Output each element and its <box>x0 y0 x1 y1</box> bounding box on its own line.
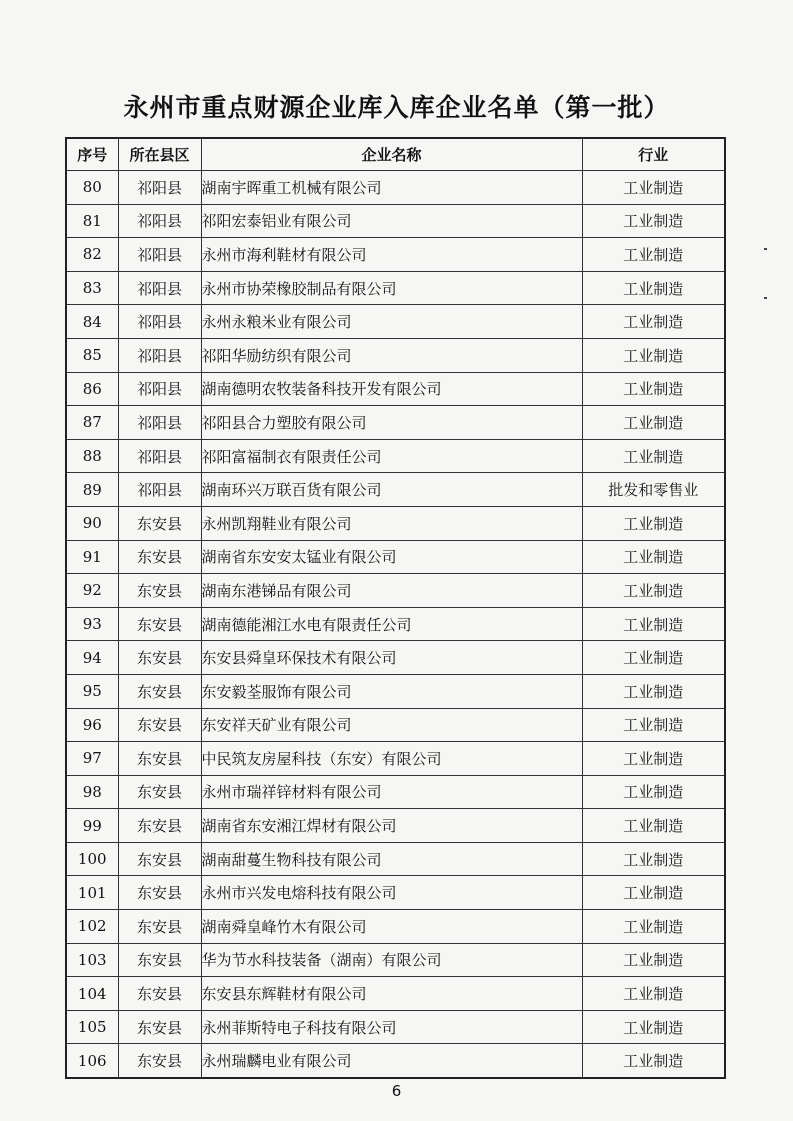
cell-serial-number: 81 <box>66 204 118 238</box>
cell-serial-number: 105 <box>66 1010 118 1044</box>
cell-industry: 工业制造 <box>582 674 725 708</box>
cell-industry: 工业制造 <box>582 506 725 540</box>
table-row <box>66 607 725 641</box>
cell-county: 东安县 <box>118 910 201 944</box>
cell-industry: 工业制造 <box>582 271 725 305</box>
cell-county: 东安县 <box>118 1010 201 1044</box>
cell-serial-number: 96 <box>66 708 118 742</box>
cell-company-name: 湖南省东安安太锰业有限公司 <box>201 540 582 574</box>
cell-company-name: 中民筑友房屋科技（东安）有限公司 <box>201 742 582 776</box>
cell-industry: 工业制造 <box>582 607 725 641</box>
cell-serial-number: 80 <box>66 171 118 205</box>
cell-county: 东安县 <box>118 943 201 977</box>
table-row <box>66 439 725 473</box>
cell-serial-number: 97 <box>66 742 118 776</box>
table-row <box>66 271 725 305</box>
cell-industry: 工业制造 <box>582 842 725 876</box>
cell-county: 东安县 <box>118 775 201 809</box>
table-row <box>66 641 725 675</box>
table-row <box>66 1010 725 1044</box>
cell-county: 东安县 <box>118 641 201 675</box>
cell-company-name: 湖南宇晖重工机械有限公司 <box>201 171 582 205</box>
cell-serial-number: 83 <box>66 271 118 305</box>
cell-serial-number: 104 <box>66 977 118 1011</box>
cell-industry: 工业制造 <box>582 910 725 944</box>
scan-speck <box>764 248 767 250</box>
cell-industry: 工业制造 <box>582 238 725 272</box>
cell-company-name: 永州市兴发电熔科技有限公司 <box>201 876 582 910</box>
scan-speck <box>764 297 767 299</box>
cell-company-name: 祁阳富福制衣有限责任公司 <box>201 439 582 473</box>
cell-industry: 工业制造 <box>582 809 725 843</box>
cell-industry: 工业制造 <box>582 977 725 1011</box>
header-serial-number: 序号 <box>66 138 118 171</box>
cell-county: 东安县 <box>118 708 201 742</box>
table-row <box>66 809 725 843</box>
cell-industry: 批发和零售业 <box>582 473 725 507</box>
cell-county: 东安县 <box>118 742 201 776</box>
cell-industry: 工业制造 <box>582 406 725 440</box>
cell-company-name: 东安县东辉鞋材有限公司 <box>201 977 582 1011</box>
cell-industry: 工业制造 <box>582 540 725 574</box>
cell-county: 东安县 <box>118 506 201 540</box>
cell-company-name: 东安祥天矿业有限公司 <box>201 708 582 742</box>
table-row <box>66 775 725 809</box>
table-row <box>66 842 725 876</box>
cell-county: 东安县 <box>118 977 201 1011</box>
cell-company-name: 湖南舜皇峰竹木有限公司 <box>201 910 582 944</box>
cell-industry: 工业制造 <box>582 338 725 372</box>
cell-county: 东安县 <box>118 574 201 608</box>
cell-serial-number: 95 <box>66 674 118 708</box>
table-row <box>66 171 725 205</box>
table-header-row <box>66 138 725 171</box>
cell-county: 祁阳县 <box>118 238 201 272</box>
cell-serial-number: 101 <box>66 876 118 910</box>
cell-company-name: 华为节水科技装备（湖南）有限公司 <box>201 943 582 977</box>
cell-company-name: 湖南省东安湘江焊材有限公司 <box>201 809 582 843</box>
cell-county: 祁阳县 <box>118 271 201 305</box>
cell-serial-number: 90 <box>66 506 118 540</box>
cell-industry: 工业制造 <box>582 439 725 473</box>
table-row <box>66 910 725 944</box>
cell-company-name: 祁阳县合力塑胶有限公司 <box>201 406 582 440</box>
cell-serial-number: 99 <box>66 809 118 843</box>
table-row <box>66 338 725 372</box>
table-row <box>66 305 725 339</box>
cell-county: 东安县 <box>118 607 201 641</box>
enterprise-table <box>65 137 726 1079</box>
table-row <box>66 708 725 742</box>
cell-county: 祁阳县 <box>118 171 201 205</box>
cell-serial-number: 84 <box>66 305 118 339</box>
cell-county: 祁阳县 <box>118 372 201 406</box>
cell-county: 东安县 <box>118 540 201 574</box>
cell-industry: 工业制造 <box>582 641 725 675</box>
table-row <box>66 372 725 406</box>
table-row <box>66 238 725 272</box>
cell-serial-number: 98 <box>66 775 118 809</box>
cell-serial-number: 89 <box>66 473 118 507</box>
cell-company-name: 祁阳华励纺织有限公司 <box>201 338 582 372</box>
cell-company-name: 祁阳宏泰铝业有限公司 <box>201 204 582 238</box>
cell-county: 东安县 <box>118 876 201 910</box>
table-row <box>66 204 725 238</box>
cell-company-name: 东安县舜皇环保技术有限公司 <box>201 641 582 675</box>
cell-industry: 工业制造 <box>582 204 725 238</box>
page-number: 6 <box>391 1082 402 1100</box>
cell-county: 东安县 <box>118 809 201 843</box>
header-industry: 行业 <box>582 138 725 171</box>
header-county: 所在县区 <box>118 138 201 171</box>
table-row <box>66 540 725 574</box>
table-row <box>66 506 725 540</box>
table-row <box>66 574 725 608</box>
cell-industry: 工业制造 <box>582 1010 725 1044</box>
cell-serial-number: 92 <box>66 574 118 608</box>
cell-serial-number: 94 <box>66 641 118 675</box>
cell-county: 东安县 <box>118 674 201 708</box>
table-row <box>66 943 725 977</box>
cell-industry: 工业制造 <box>582 775 725 809</box>
cell-industry: 工业制造 <box>582 305 725 339</box>
table-row <box>66 876 725 910</box>
cell-county: 祁阳县 <box>118 204 201 238</box>
cell-industry: 工业制造 <box>582 742 725 776</box>
cell-serial-number: 87 <box>66 406 118 440</box>
cell-company-name: 永州凯翔鞋业有限公司 <box>201 506 582 540</box>
cell-serial-number: 85 <box>66 338 118 372</box>
cell-county: 祁阳县 <box>118 338 201 372</box>
cell-company-name: 湖南德明农牧装备科技开发有限公司 <box>201 372 582 406</box>
cell-serial-number: 82 <box>66 238 118 272</box>
cell-serial-number: 91 <box>66 540 118 574</box>
cell-serial-number: 86 <box>66 372 118 406</box>
cell-county: 祁阳县 <box>118 406 201 440</box>
cell-industry: 工业制造 <box>582 171 725 205</box>
cell-company-name: 永州市协荣橡胶制品有限公司 <box>201 271 582 305</box>
cell-company-name: 东安毅荃服饰有限公司 <box>201 674 582 708</box>
cell-industry: 工业制造 <box>582 943 725 977</box>
cell-county: 东安县 <box>118 1044 201 1078</box>
cell-serial-number: 103 <box>66 943 118 977</box>
cell-serial-number: 100 <box>66 842 118 876</box>
header-company-name: 企业名称 <box>201 138 582 171</box>
cell-company-name: 湖南东港锑品有限公司 <box>201 574 582 608</box>
cell-county: 祁阳县 <box>118 473 201 507</box>
cell-industry: 工业制造 <box>582 1044 725 1078</box>
table-row <box>66 1044 725 1078</box>
cell-serial-number: 93 <box>66 607 118 641</box>
cell-company-name: 永州菲斯特电子科技有限公司 <box>201 1010 582 1044</box>
cell-company-name: 永州瑞麟电业有限公司 <box>201 1044 582 1078</box>
cell-industry: 工业制造 <box>582 574 725 608</box>
cell-company-name: 湖南环兴万联百货有限公司 <box>201 473 582 507</box>
table-row <box>66 977 725 1011</box>
cell-serial-number: 102 <box>66 910 118 944</box>
cell-county: 祁阳县 <box>118 305 201 339</box>
cell-company-name: 湖南德能湘江水电有限责任公司 <box>201 607 582 641</box>
table-row <box>66 473 725 507</box>
cell-serial-number: 106 <box>66 1044 118 1078</box>
cell-company-name: 永州永粮米业有限公司 <box>201 305 582 339</box>
cell-company-name: 永州市瑞祥锌材料有限公司 <box>201 775 582 809</box>
cell-industry: 工业制造 <box>582 372 725 406</box>
cell-industry: 工业制造 <box>582 876 725 910</box>
page-title: 永州市重点财源企业库入库企业名单（第一批） <box>123 93 670 122</box>
cell-county: 祁阳县 <box>118 439 201 473</box>
cell-company-name: 永州市海利鞋材有限公司 <box>201 238 582 272</box>
cell-company-name: 湖南甜蔓生物科技有限公司 <box>201 842 582 876</box>
cell-industry: 工业制造 <box>582 708 725 742</box>
table-row <box>66 674 725 708</box>
table-row <box>66 742 725 776</box>
cell-serial-number: 88 <box>66 439 118 473</box>
table-row <box>66 406 725 440</box>
cell-county: 东安县 <box>118 842 201 876</box>
